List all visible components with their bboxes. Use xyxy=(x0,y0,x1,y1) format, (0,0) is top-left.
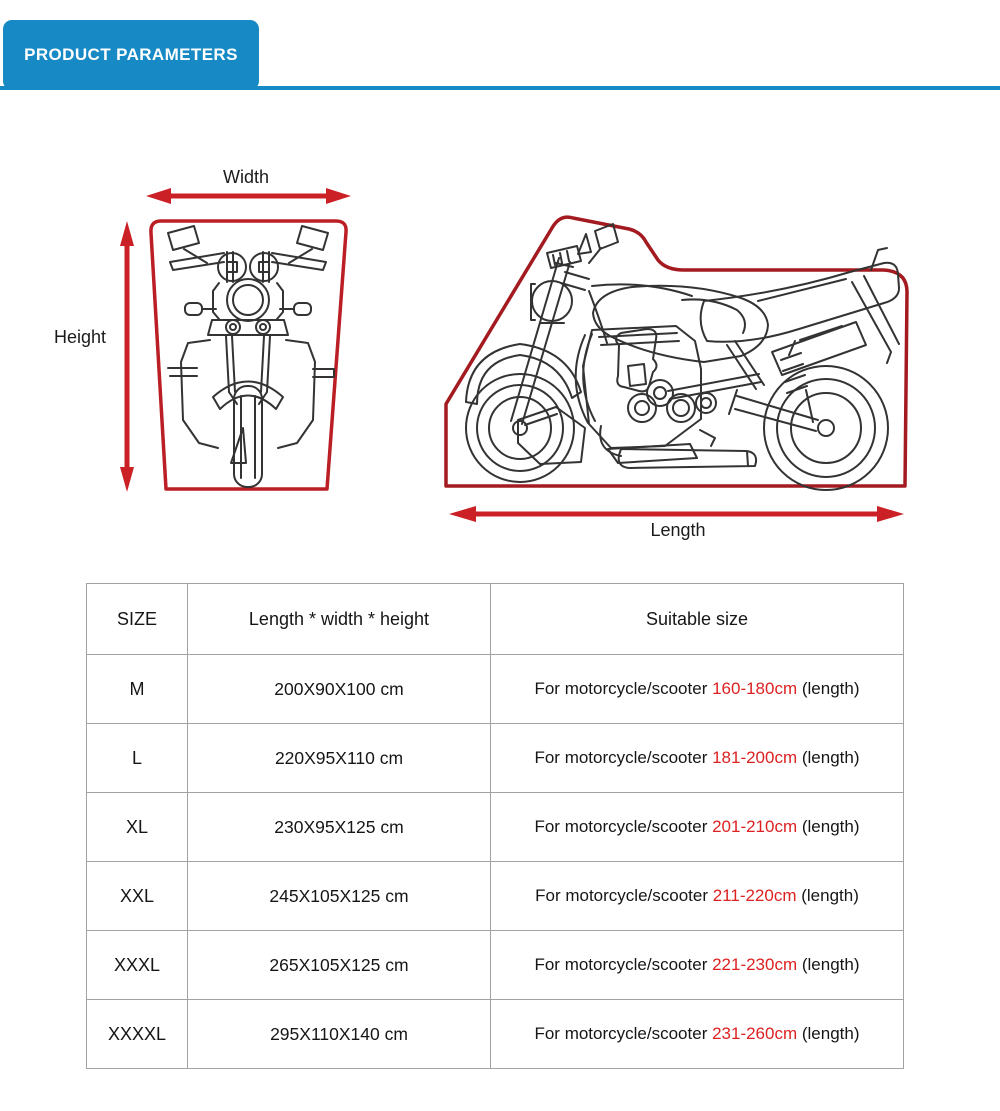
suitable-suffix: (length) xyxy=(797,817,860,836)
suitable-prefix: For motorcycle/scooter xyxy=(534,955,713,974)
size-table xyxy=(86,583,904,1069)
table-row xyxy=(87,931,904,1000)
size-cell: L xyxy=(87,724,188,793)
dimensions-cell: 295X110X140 cm xyxy=(188,1000,491,1069)
suitable-suffix: (length) xyxy=(797,679,860,698)
table-row xyxy=(87,793,904,862)
suitable-cell xyxy=(491,655,904,724)
suitable-range: 201-210cm xyxy=(712,817,798,836)
col-header-dimensions: Length * width * height xyxy=(188,584,491,655)
dimensions-cell: 230X95X125 cm xyxy=(188,793,491,862)
length-dimension-label: Length xyxy=(650,520,706,540)
size-cell: XXXXL xyxy=(87,1000,188,1069)
size-cell: XXXL xyxy=(87,931,188,1000)
table-row xyxy=(87,862,904,931)
front-motorcycle-drawing xyxy=(168,226,334,487)
suitable-suffix: (length) xyxy=(796,886,859,905)
suitable-cell xyxy=(491,793,904,862)
table-header-row xyxy=(87,584,904,655)
height-dimension-label: Height xyxy=(53,327,107,347)
suitable-suffix: (length) xyxy=(797,1024,860,1043)
suitable-prefix: For motorcycle/scooter xyxy=(534,1024,713,1043)
suitable-suffix: (length) xyxy=(797,748,860,767)
product-parameters-badge xyxy=(3,20,259,90)
suitable-range: 211-220cm xyxy=(712,886,797,905)
width-arrow xyxy=(146,188,351,204)
suitable-cell xyxy=(491,724,904,793)
suitable-range: 160-180cm xyxy=(712,679,798,698)
suitable-suffix: (length) xyxy=(797,955,860,974)
table-row xyxy=(87,724,904,793)
suitable-prefix: For motorcycle/scooter xyxy=(535,886,713,905)
size-cell: M xyxy=(87,655,188,724)
table-row xyxy=(87,1000,904,1069)
width-dimension-label: Width xyxy=(222,167,269,187)
suitable-prefix: For motorcycle/scooter xyxy=(534,748,713,767)
suitable-range: 231-260cm xyxy=(712,1024,798,1043)
suitable-cell xyxy=(491,931,904,1000)
col-header-size: SIZE xyxy=(87,584,188,655)
size-table-header xyxy=(87,584,904,655)
suitable-cell xyxy=(491,862,904,931)
table-row xyxy=(87,655,904,724)
size-cell: XXL xyxy=(87,862,188,931)
suitable-prefix: For motorcycle/scooter xyxy=(534,679,713,698)
dimensions-cell: 265X105X125 cm xyxy=(188,931,491,1000)
dimensions-cell: 220X95X110 cm xyxy=(188,724,491,793)
suitable-cell xyxy=(491,1000,904,1069)
dimensions-cell: 245X105X125 cm xyxy=(188,862,491,931)
size-cell: XL xyxy=(87,793,188,862)
size-table-body xyxy=(87,655,904,1069)
suitable-range: 221-230cm xyxy=(712,955,798,974)
suitable-range: 181-200cm xyxy=(712,748,798,767)
height-arrow xyxy=(120,221,134,492)
page-title: PRODUCT PARAMETERS xyxy=(24,45,238,64)
col-header-suitable: Suitable size xyxy=(491,584,904,655)
suitable-prefix: For motorcycle/scooter xyxy=(534,817,713,836)
dimensions-cell: 200X90X100 cm xyxy=(188,655,491,724)
